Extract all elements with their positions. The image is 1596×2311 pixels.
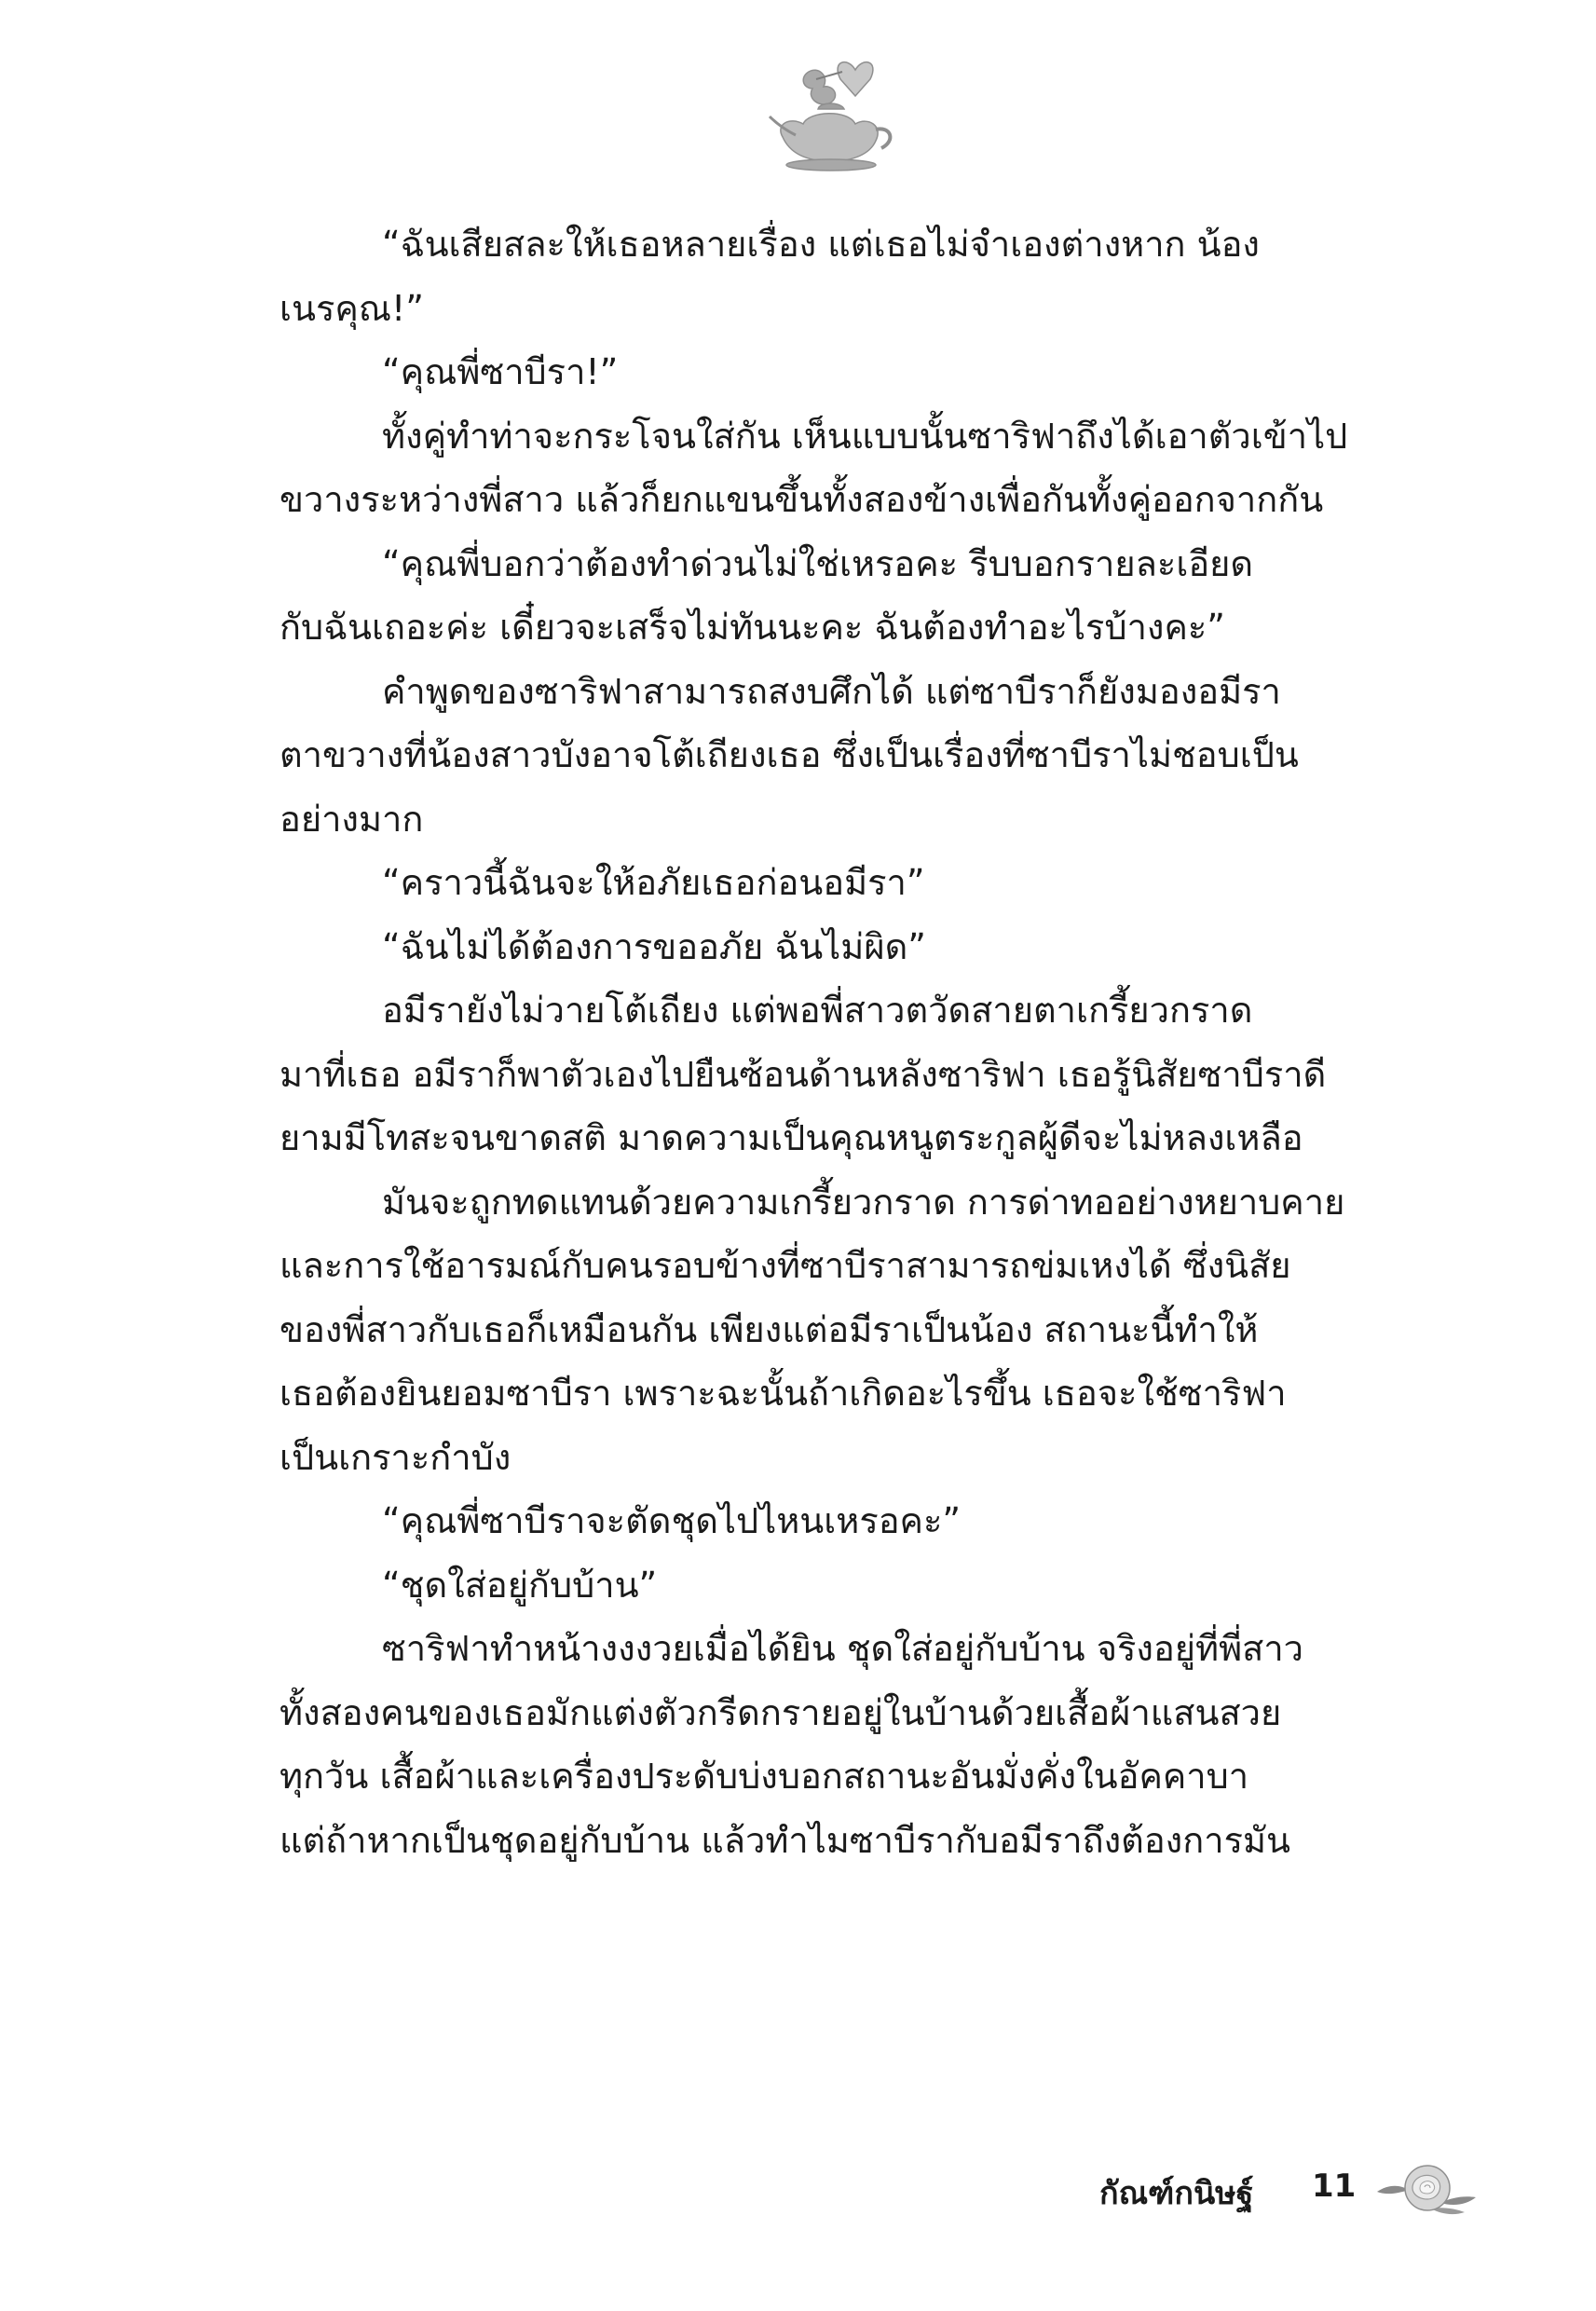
- paragraph-line: “ชุดใส่อยู่กับบ้าน”: [382, 1564, 658, 1606]
- paragraph-line: เธอต้องยินยอมซาบีรา เพราะฉะนั้นถ้าเกิดอะไรขึ้น เธอจะใช้ซาริฟา: [280, 1373, 1287, 1414]
- paragraph-line: กับฉันเถอะค่ะ เดี๋ยวจะเสร็จไม่ทันนะคะ ฉันต้องทำอะไรบ้างคะ”: [280, 607, 1225, 648]
- paragraph-line: ทั้งสองคนของเธอมักแต่งตัวกรีดกรายอยู่ในบ้านด้วยเสื้อผ้าแสนสวย: [280, 1691, 1282, 1733]
- paragraph-line: อมีรายังไม่วายโต้เถียง แต่พอพี่สาวตวัดสายตาเกรี้ยวกราด: [382, 990, 1253, 1031]
- paragraph-line: “ฉันไม่ได้ต้องการขออภัย ฉันไม่ผิด”: [382, 925, 926, 967]
- paragraph-line: ทุกวัน เสื้อผ้าและเครื่องประดับบ่งบอกสถานะอันมั่งคั่งในอัคคาบา: [280, 1756, 1249, 1797]
- paragraph-line: ขวางระหว่างพี่สาว แล้วก็ยกแขนขึ้นทั้งสองข้างเพื่อกันทั้งคู่ออกจากกัน: [280, 479, 1324, 520]
- paragraph-line: “คุณพี่ซาบีรา!”: [382, 351, 619, 392]
- book-title: กัณฑ์กนิษฐ์: [1099, 2175, 1254, 2212]
- paragraph-line: เนรคุณ!”: [280, 287, 424, 329]
- paragraph-line: คำพูดของซาริฟาสามารถสงบศึกได้ แต่ซาบีราก็ยังมองอมีรา: [382, 670, 1281, 712]
- paragraph-line: ยามมีโทสะจนขาดสติ มาดความเป็นคุณหนูตระกูลผู้ดีจะไม่หลงเหลือ: [280, 1117, 1303, 1158]
- paragraph-line: และการใช้อารมณ์กับคนรอบข้างที่ซาบีราสามารถข่มเหงได้ ซึ่งนิสัย: [280, 1245, 1291, 1286]
- paragraph-line: ตาขวางที่น้องสาวบังอาจโต้เถียงเธอ ซึ่งเป็นเรื่องที่ซาบีราไม่ชอบเป็น: [280, 734, 1299, 775]
- paragraph-line: ทั้งคู่ทำท่าจะกระโจนใส่กัน เห็นแบบนั้นซาริฟาถึงได้เอาตัวเข้าไป: [382, 415, 1348, 457]
- paragraph-line: มาที่เธอ อมีราก็พาตัวเองไปยืนซ้อนด้านหลังซาริฟา เธอรู้นิสัยซาบีราดี: [280, 1053, 1327, 1095]
- paragraph-line: “ฉันเสียสละให้เธอหลายเรื่อง แต่เธอไม่จำเองต่างหาก น้อง: [382, 224, 1260, 265]
- body-text: [280, 212, 1414, 1872]
- paragraph-line: “คุณพี่บอกว่าต้องทำด่วนไม่ใช่เหรอคะ รีบบอกรายละเอียด: [382, 542, 1254, 584]
- page-number: 11: [1312, 2167, 1357, 2205]
- paragraph-line: “คุณพี่ซาบีราจะตัดชุดไปไหนเหรอคะ”: [382, 1500, 962, 1541]
- paragraph-line: เป็นเกราะกำบัง: [280, 1436, 512, 1478]
- paragraph-line: อย่างมาก: [280, 798, 424, 840]
- paragraph-line: ซาริฟาทำหน้างงงวยเมื่อได้ยิน ชุดใส่อยู่กับบ้าน จริงอยู่ที่พี่สาว: [382, 1628, 1304, 1669]
- white-rose-icon: [1375, 2160, 1478, 2218]
- page-footer: [1099, 2160, 1491, 2225]
- paragraph-line: แต่ถ้าหากเป็นชุดอยู่กับบ้าน แล้วทำไมซาบีรากับอมีราถึงต้องการมัน: [280, 1819, 1291, 1861]
- paragraph-line: “คราวนี้ฉันจะให้อภัยเธอก่อนอมีรา”: [382, 862, 925, 903]
- teapot-cupid-heart-icon: [751, 51, 909, 182]
- paragraph-line: ของพี่สาวกับเธอก็เหมือนกัน เพียงแต่อมีราเป็นน้อง สถานะนี้ทำให้: [280, 1308, 1259, 1350]
- paragraph-line: มันจะถูกทดแทนด้วยความเกรี้ยวกราด การด่าทออย่างหยาบคาย: [382, 1181, 1345, 1223]
